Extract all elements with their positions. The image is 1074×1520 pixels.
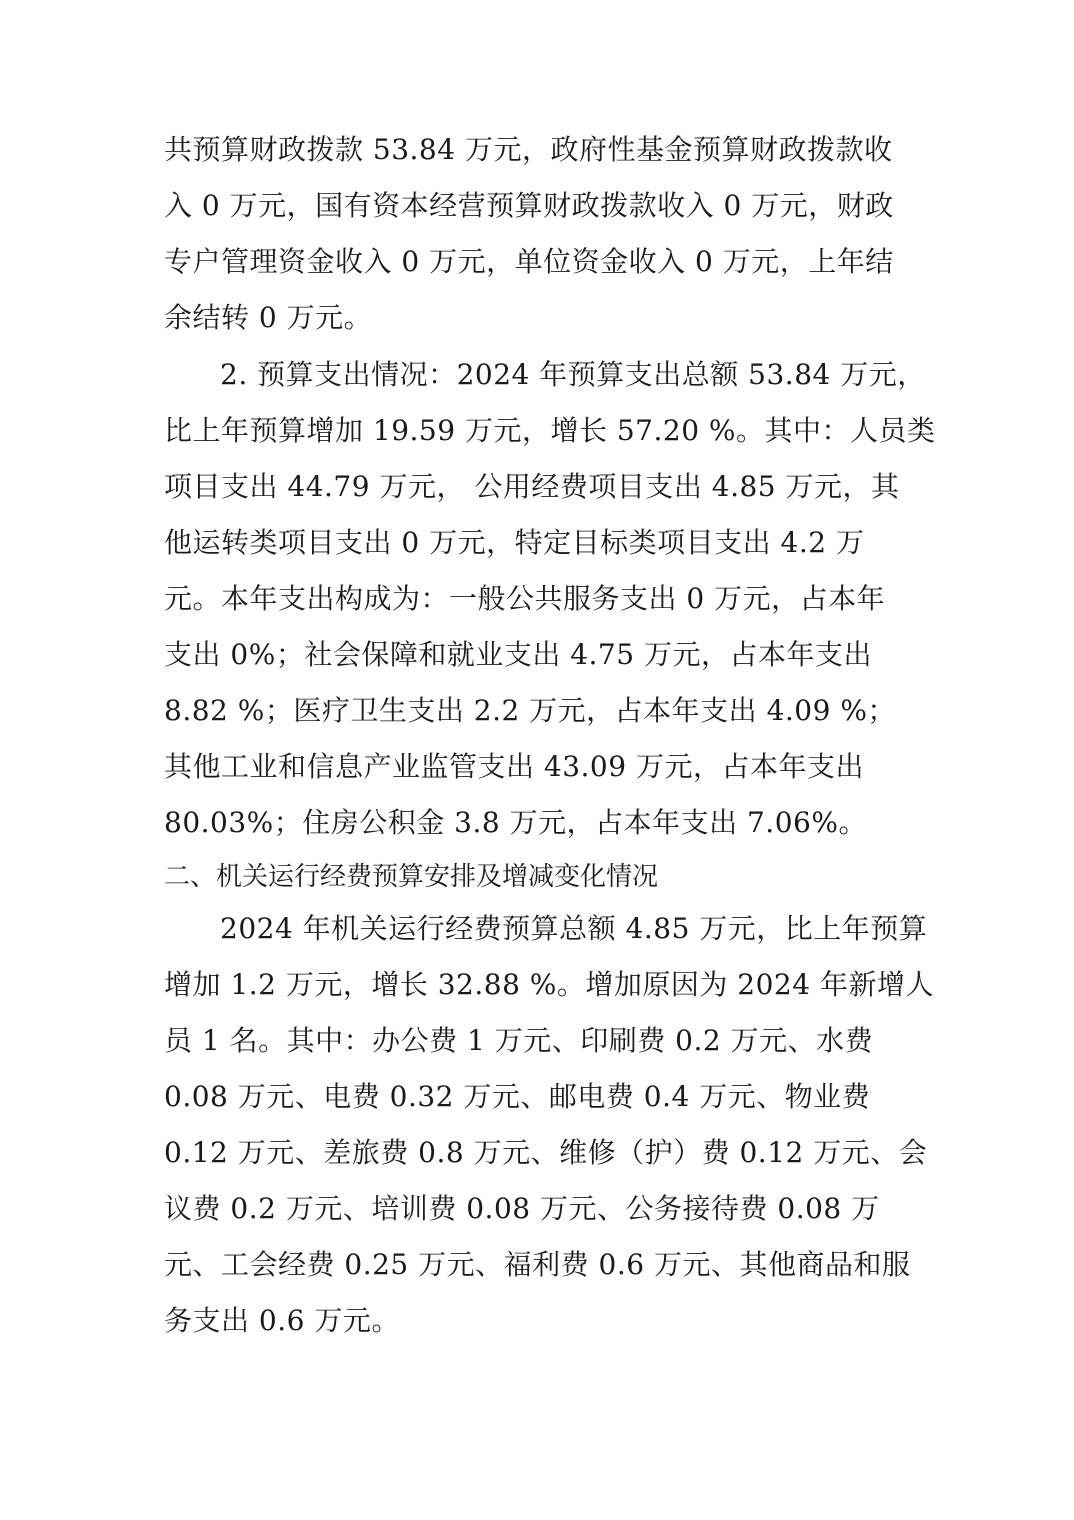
text-line: 0.08 万元、电费 0.32 万元、邮电费 0.4 万元、物业费: [164, 1080, 871, 1113]
text-line: 专户管理资金收入 0 万元，单位资金收入 0 万元，上年结: [164, 245, 894, 278]
text-line: 其他工业和信息产业监管支出 43.09 万元，占本年支出: [164, 750, 864, 783]
text-line: 8.82 %；医疗卫生支出 2.2 万元，占本年支出 4.09 %；: [164, 694, 896, 727]
text-line: 议费 0.2 万元、培训费 0.08 万元、公务接待费 0.08 万: [164, 1192, 880, 1225]
text-line: 比上年预算增加 19.59 万元，增长 57.20 %。其中：人员类: [164, 414, 936, 447]
text-line: 2024 年机关运行经费预算总额 4.85 万元，比上年预算: [220, 912, 928, 945]
text-line: 支出 0%；社会保障和就业支出 4.75 万元，占本年支出: [164, 638, 872, 671]
text-line: 元。本年支出构成为：一般公共服务支出 0 万元，占本年: [164, 582, 886, 615]
text-line: 2. 预算支出情况：2024 年预算支出总额 53.84 万元，: [220, 358, 926, 391]
text-line: 员 1 名。其中：办公费 1 万元、印刷费 0.2 万元、水费: [164, 1024, 874, 1057]
text-line: 他运转类项目支出 0 万元，特定目标类项目支出 4.2 万: [164, 526, 865, 559]
text-line: 0.12 万元、差旅费 0.8 万元、维修（护）费 0.12 万元、会: [164, 1136, 928, 1169]
text-line: 增加 1.2 万元，增长 32.88 %。增加原因为 2024 年新增人: [164, 968, 934, 1001]
text-line: 入 0 万元，国有资本经营预算财政拨款收入 0 万元，财政: [164, 189, 894, 222]
text-line: 项目支出 44.79 万元， 公用经费项目支出 4.85 万元，其: [164, 470, 900, 503]
text-line: 务支出 0.6 万元。: [164, 1304, 400, 1337]
section-heading: 二、机关运行经费预算安排及增减变化情况: [164, 862, 659, 892]
text-line: 80.03%；住房公积金 3.8 万元，占本年支出 7.06%。: [164, 806, 867, 839]
text-line: 元、工会经费 0.25 万元、福利费 0.6 万元、其他商品和服: [164, 1248, 911, 1281]
text-line: 共预算财政拨款 53.84 万元，政府性基金预算财政拨款收: [164, 133, 893, 166]
text-line: 余结转 0 万元。: [164, 301, 373, 334]
